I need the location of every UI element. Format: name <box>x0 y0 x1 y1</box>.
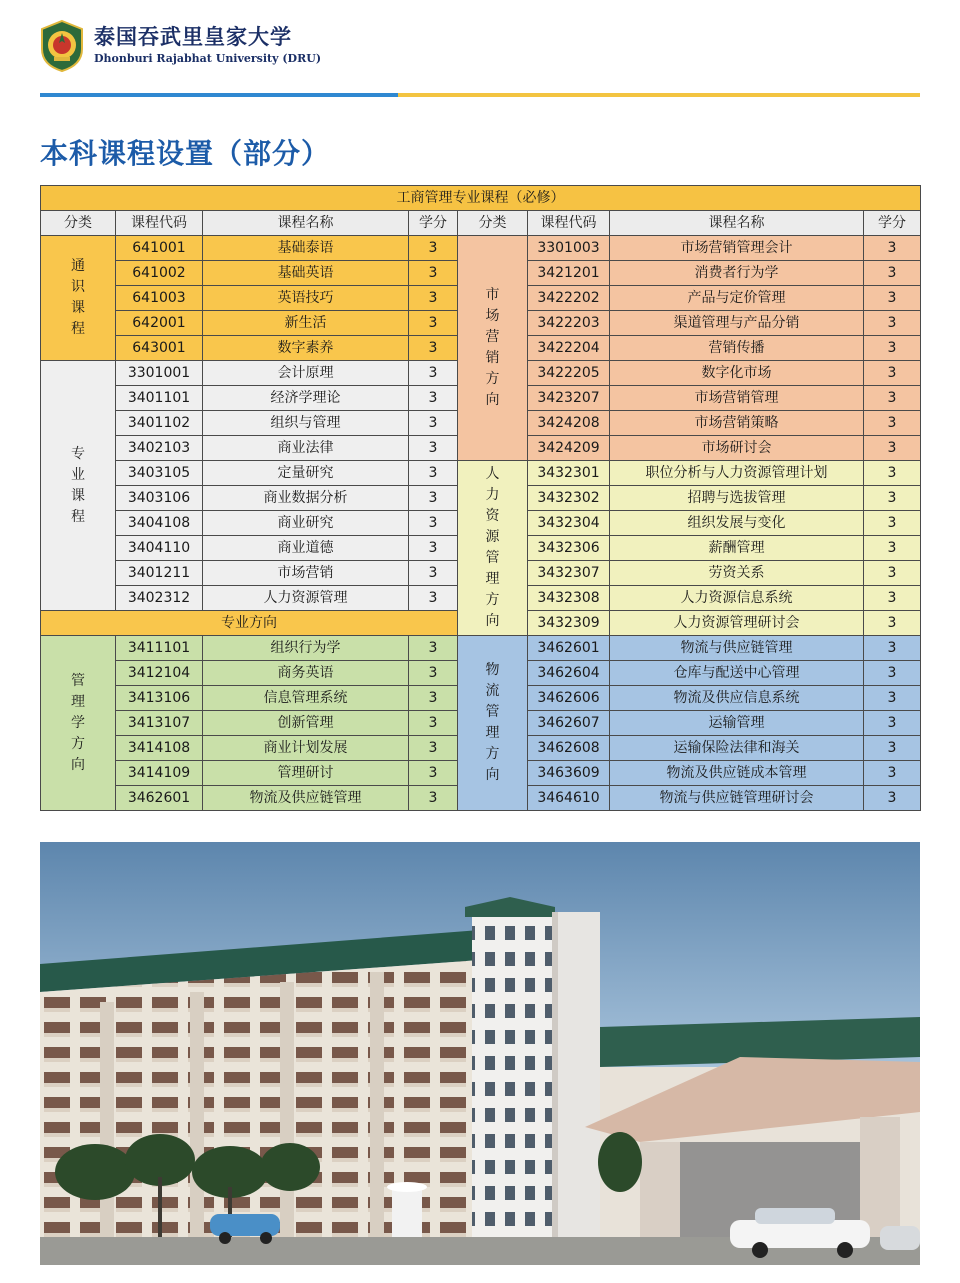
course-code: 3412104 <box>116 661 203 686</box>
course-name: 组织发展与变化 <box>610 511 864 536</box>
course-name: 市场营销策略 <box>610 411 864 436</box>
course-code: 3423207 <box>528 386 610 411</box>
course-credit: 3 <box>409 286 458 311</box>
course-name: 新生活 <box>203 311 409 336</box>
category-hr <box>458 461 528 636</box>
course-credit: 3 <box>409 711 458 736</box>
course-code: 3404110 <box>116 536 203 561</box>
course-credit: 3 <box>409 736 458 761</box>
course-code: 3462606 <box>528 686 610 711</box>
category-hr-char: 资 <box>485 508 500 524</box>
category-marketing-char: 销 <box>485 350 500 366</box>
header-row <box>41 211 921 236</box>
category-core-char: 程 <box>71 508 85 525</box>
course-credit: 3 <box>864 711 921 736</box>
col-header: 学分 <box>864 211 921 236</box>
course-credit: 3 <box>409 786 458 811</box>
course-credit: 3 <box>409 686 458 711</box>
course-code: 641001 <box>116 236 203 261</box>
banner-row <box>41 186 921 211</box>
course-code: 3463609 <box>528 761 610 786</box>
course-name: 招聘与选拔管理 <box>610 486 864 511</box>
course-code: 3462601 <box>528 636 610 661</box>
course-code: 3424209 <box>528 436 610 461</box>
course-code: 3403106 <box>116 486 203 511</box>
course-credit: 3 <box>409 261 458 286</box>
course-credit: 3 <box>864 536 921 561</box>
course-code: 3432308 <box>528 586 610 611</box>
category-general-char: 识 <box>71 279 85 295</box>
page-header <box>38 14 321 78</box>
course-code: 3462601 <box>116 786 203 811</box>
course-credit: 3 <box>864 386 921 411</box>
category-general-char: 程 <box>71 321 85 337</box>
course-credit: 3 <box>864 786 921 811</box>
course-name: 仓库与配送中心管理 <box>610 661 864 686</box>
course-code: 3413106 <box>116 686 203 711</box>
course-name: 运输保险法律和海关 <box>610 736 864 761</box>
course-name: 创新管理 <box>203 711 409 736</box>
category-core-char: 业 <box>71 466 85 483</box>
course-code: 643001 <box>116 336 203 361</box>
course-name: 薪酬管理 <box>610 536 864 561</box>
course-credit: 3 <box>409 486 458 511</box>
course-credit: 3 <box>864 411 921 436</box>
category-marketing-char: 向 <box>485 392 500 408</box>
course-code: 3301001 <box>116 361 203 386</box>
course-code: 3462608 <box>528 736 610 761</box>
course-code: 3414108 <box>116 736 203 761</box>
course-name: 市场研讨会 <box>610 436 864 461</box>
header-rule-yellow <box>398 93 920 97</box>
course-code: 3432301 <box>528 461 610 486</box>
category-hr-char: 理 <box>485 571 500 587</box>
course-name: 市场营销 <box>203 561 409 586</box>
course-code: 3402103 <box>116 436 203 461</box>
course-credit: 3 <box>864 336 921 361</box>
col-header: 课程名称 <box>203 211 409 236</box>
course-credit: 3 <box>864 736 921 761</box>
course-code: 3432304 <box>528 511 610 536</box>
course-code: 3414109 <box>116 761 203 786</box>
category-marketing <box>458 236 528 461</box>
course-code: 3432309 <box>528 611 610 636</box>
category-core-char: 专 <box>71 445 85 462</box>
course-credit: 3 <box>864 636 921 661</box>
course-credit: 3 <box>409 511 458 536</box>
course-name: 商业数据分析 <box>203 486 409 511</box>
col-header: 分类 <box>458 211 528 236</box>
category-general-char: 课 <box>71 300 85 316</box>
course-credit: 3 <box>864 561 921 586</box>
university-name-en: Dhonburi Rajabhat University (DRU) <box>94 52 322 65</box>
course-name: 组织行为学 <box>203 636 409 661</box>
course-name: 商业法律 <box>203 436 409 461</box>
course-credit: 3 <box>409 586 458 611</box>
category-general <box>41 236 116 361</box>
course-code: 3462607 <box>528 711 610 736</box>
course-code: 3401102 <box>116 411 203 436</box>
col-header: 课程名称 <box>610 211 864 236</box>
course-credit: 3 <box>864 261 921 286</box>
category-marketing-char: 市 <box>485 287 500 303</box>
course-code: 3422205 <box>528 361 610 386</box>
course-credit: 3 <box>864 461 921 486</box>
course-name: 渠道管理与产品分销 <box>610 311 864 336</box>
course-name: 营销传播 <box>610 336 864 361</box>
course-name: 管理研讨 <box>203 761 409 786</box>
category-management <box>41 636 116 811</box>
category-hr-char: 人 <box>485 466 500 482</box>
course-name: 定量研究 <box>203 461 409 486</box>
course-credit: 3 <box>409 536 458 561</box>
course-code: 642001 <box>116 311 203 336</box>
course-name: 基础英语 <box>203 261 409 286</box>
course-code: 3401101 <box>116 386 203 411</box>
category-core-char: 课 <box>71 487 85 504</box>
course-name: 人力资源管理 <box>203 586 409 611</box>
course-credit: 3 <box>409 561 458 586</box>
course-credit: 3 <box>409 236 458 261</box>
university-logo-icon <box>38 19 86 73</box>
course-code: 641003 <box>116 286 203 311</box>
category-logistics-char: 物 <box>485 662 500 678</box>
course-credit: 3 <box>409 761 458 786</box>
course-code: 3422202 <box>528 286 610 311</box>
course-credit: 3 <box>409 661 458 686</box>
course-code: 3422203 <box>528 311 610 336</box>
course-code: 3462604 <box>528 661 610 686</box>
course-name: 产品与定价管理 <box>610 286 864 311</box>
course-name: 商业道德 <box>203 536 409 561</box>
course-credit: 3 <box>409 361 458 386</box>
category-logistics-char: 管 <box>485 704 500 720</box>
category-hr-char: 方 <box>485 592 500 608</box>
category-logistics <box>458 636 528 811</box>
course-name: 运输管理 <box>610 711 864 736</box>
course-name: 劳资关系 <box>610 561 864 586</box>
course-credit: 3 <box>864 686 921 711</box>
col-header: 课程代码 <box>528 211 610 236</box>
course-code: 3411101 <box>116 636 203 661</box>
header-rule-blue <box>40 93 398 97</box>
course-name: 物流及供应链管理 <box>203 786 409 811</box>
category-logistics-char: 向 <box>485 767 500 783</box>
course-name: 商业计划发展 <box>203 736 409 761</box>
course-code: 3413107 <box>116 711 203 736</box>
course-name: 英语技巧 <box>203 286 409 311</box>
category-management-char: 学 <box>71 714 85 731</box>
course-name: 组织与管理 <box>203 411 409 436</box>
category-logistics-char: 方 <box>485 746 500 762</box>
course-code: 3421201 <box>528 261 610 286</box>
curriculum-table <box>40 185 921 811</box>
course-name: 物流及供应信息系统 <box>610 686 864 711</box>
course-code: 641002 <box>116 261 203 286</box>
category-logistics-char: 理 <box>485 725 500 741</box>
course-credit: 3 <box>864 436 921 461</box>
col-header: 课程代码 <box>116 211 203 236</box>
table-row <box>41 236 921 261</box>
category-marketing-char: 场 <box>485 308 500 324</box>
category-management-char: 管 <box>71 672 85 689</box>
course-code: 3432302 <box>528 486 610 511</box>
course-name: 职位分析与人力资源管理计划 <box>610 461 864 486</box>
table-banner: 工商管理专业课程（必修） <box>41 186 921 211</box>
course-credit: 3 <box>864 486 921 511</box>
category-marketing-char: 方 <box>485 371 500 387</box>
course-code: 3432306 <box>528 536 610 561</box>
course-name: 基础泰语 <box>203 236 409 261</box>
course-credit: 3 <box>409 411 458 436</box>
course-name: 会计原理 <box>203 361 409 386</box>
course-name: 人力资源管理研讨会 <box>610 611 864 636</box>
page-title: 本科课程设置（部分） <box>40 137 331 170</box>
course-credit: 3 <box>409 461 458 486</box>
course-name: 市场营销管理会计 <box>610 236 864 261</box>
table-row <box>41 636 921 661</box>
course-code: 3402312 <box>116 586 203 611</box>
course-credit: 3 <box>864 311 921 336</box>
campus-photo <box>40 842 920 1265</box>
col-header: 分类 <box>41 211 116 236</box>
category-management-char: 向 <box>71 756 85 773</box>
course-credit: 3 <box>409 636 458 661</box>
course-name: 商务英语 <box>203 661 409 686</box>
course-name: 人力资源信息系统 <box>610 586 864 611</box>
university-name-cn: 泰国吞武里皇家大学 <box>94 24 292 49</box>
table-row <box>41 461 921 486</box>
course-credit: 3 <box>864 761 921 786</box>
course-code: 3422204 <box>528 336 610 361</box>
direction-header: 专业方向 <box>41 611 458 636</box>
course-credit: 3 <box>864 286 921 311</box>
course-credit: 3 <box>409 436 458 461</box>
course-credit: 3 <box>864 236 921 261</box>
category-general-char: 通 <box>71 258 85 274</box>
course-name: 信息管理系统 <box>203 686 409 711</box>
category-core <box>41 361 116 611</box>
course-credit: 3 <box>864 611 921 636</box>
category-logistics-char: 流 <box>485 683 500 699</box>
course-code: 3403105 <box>116 461 203 486</box>
course-name: 物流与供应链管理研讨会 <box>610 786 864 811</box>
course-name: 市场营销管理 <box>610 386 864 411</box>
category-hr-char: 源 <box>485 529 500 545</box>
course-credit: 3 <box>409 311 458 336</box>
category-hr-char: 向 <box>485 613 500 629</box>
course-name: 数字素养 <box>203 336 409 361</box>
course-credit: 3 <box>864 661 921 686</box>
course-name: 物流与供应链管理 <box>610 636 864 661</box>
course-code: 3401211 <box>116 561 203 586</box>
course-name: 经济学理论 <box>203 386 409 411</box>
course-credit: 3 <box>864 586 921 611</box>
course-credit: 3 <box>864 361 921 386</box>
course-code: 3464610 <box>528 786 610 811</box>
course-name: 商业研究 <box>203 511 409 536</box>
category-management-char: 方 <box>71 735 85 752</box>
campus-building-image <box>40 842 920 1265</box>
course-code: 3404108 <box>116 511 203 536</box>
col-header: 学分 <box>409 211 458 236</box>
course-credit: 3 <box>409 386 458 411</box>
category-marketing-char: 营 <box>485 329 500 345</box>
course-code: 3301003 <box>528 236 610 261</box>
course-credit: 3 <box>409 336 458 361</box>
course-code: 3432307 <box>528 561 610 586</box>
category-management-char: 理 <box>71 693 85 710</box>
category-hr-char: 管 <box>485 550 500 566</box>
course-credit: 3 <box>864 511 921 536</box>
course-name: 消费者行为学 <box>610 261 864 286</box>
category-hr-char: 力 <box>485 487 500 503</box>
course-name: 物流及供应链成本管理 <box>610 761 864 786</box>
course-code: 3424208 <box>528 411 610 436</box>
course-name: 数字化市场 <box>610 361 864 386</box>
